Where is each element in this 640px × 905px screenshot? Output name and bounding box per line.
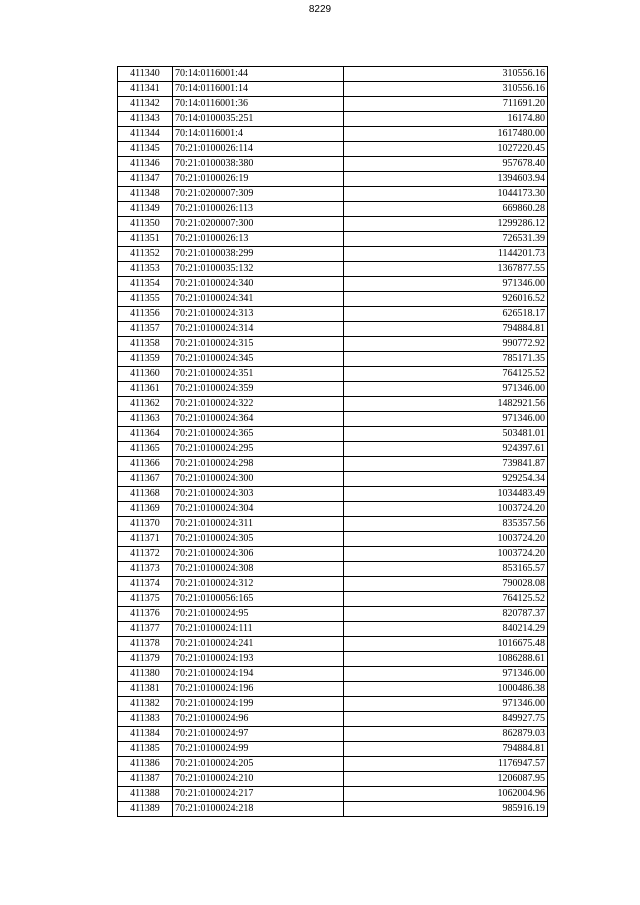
- cadastral-number-cell: 70:21:0100024:364: [173, 412, 344, 427]
- row-number-cell: 411357: [118, 322, 173, 337]
- cadastral-number-cell: 70:14:0116001:36: [173, 97, 344, 112]
- cadastral-number-cell: 70:21:0100024:351: [173, 367, 344, 382]
- value-cell: 726531.39: [344, 232, 548, 247]
- value-cell: 310556.16: [344, 82, 548, 97]
- cadastral-number-cell: 70:21:0100024:306: [173, 547, 344, 562]
- table-row: [118, 337, 548, 352]
- table-row: [118, 622, 548, 637]
- cadastral-number-cell: 70:21:0100026:13: [173, 232, 344, 247]
- row-number-cell: 411355: [118, 292, 173, 307]
- value-cell: 503481.01: [344, 427, 548, 442]
- value-cell: 1482921.56: [344, 397, 548, 412]
- row-number-cell: 411375: [118, 592, 173, 607]
- row-number-cell: 411382: [118, 697, 173, 712]
- value-cell: 971346.00: [344, 277, 548, 292]
- cadastral-number-cell: 70:21:0100024:312: [173, 577, 344, 592]
- table-row: [118, 247, 548, 262]
- row-number-cell: 411351: [118, 232, 173, 247]
- table-row: [118, 142, 548, 157]
- cadastral-number-cell: 70:14:0116001:44: [173, 67, 344, 82]
- row-number-cell: 411349: [118, 202, 173, 217]
- cadastral-number-cell: 70:21:0200007:300: [173, 217, 344, 232]
- table-row: [118, 232, 548, 247]
- row-number-cell: 411348: [118, 187, 173, 202]
- value-cell: 785171.35: [344, 352, 548, 367]
- table-row: [118, 187, 548, 202]
- table-row: [118, 577, 548, 592]
- cadastral-number-cell: 70:21:0100024:300: [173, 472, 344, 487]
- cadastral-number-cell: 70:21:0200007:309: [173, 187, 344, 202]
- row-number-cell: 411368: [118, 487, 173, 502]
- table-row: [118, 112, 548, 127]
- row-number-cell: 411361: [118, 382, 173, 397]
- row-number-cell: 411376: [118, 607, 173, 622]
- table-row: [118, 487, 548, 502]
- cadastral-number-cell: 70:21:0100024:314: [173, 322, 344, 337]
- table-row: [118, 292, 548, 307]
- table-row: [118, 442, 548, 457]
- value-cell: 794884.81: [344, 322, 548, 337]
- table-row: [118, 457, 548, 472]
- value-cell: 1299286.12: [344, 217, 548, 232]
- value-cell: 971346.00: [344, 382, 548, 397]
- value-cell: 820787.37: [344, 607, 548, 622]
- table-row: [118, 562, 548, 577]
- cadastral-number-cell: 70:14:0100035:251: [173, 112, 344, 127]
- cadastral-number-cell: 70:21:0100038:299: [173, 247, 344, 262]
- cadastral-number-cell: 70:21:0100024:99: [173, 742, 344, 757]
- value-cell: 1367877.55: [344, 262, 548, 277]
- value-cell: 990772.92: [344, 337, 548, 352]
- table-row: [118, 502, 548, 517]
- row-number-cell: 411367: [118, 472, 173, 487]
- row-number-cell: 411350: [118, 217, 173, 232]
- table-row: [118, 592, 548, 607]
- row-number-cell: 411388: [118, 787, 173, 802]
- cadastral-number-cell: 70:21:0100056:165: [173, 592, 344, 607]
- value-cell: 1000486.38: [344, 682, 548, 697]
- cadastral-number-cell: 70:21:0100024:196: [173, 682, 344, 697]
- value-cell: 929254.34: [344, 472, 548, 487]
- row-number-cell: 411345: [118, 142, 173, 157]
- row-number-cell: 411380: [118, 667, 173, 682]
- row-number-cell: 411381: [118, 682, 173, 697]
- value-cell: 711691.20: [344, 97, 548, 112]
- table-row: [118, 427, 548, 442]
- row-number-cell: 411377: [118, 622, 173, 637]
- value-cell: 1062004.96: [344, 787, 548, 802]
- table-row: [118, 742, 548, 757]
- row-number-cell: 411340: [118, 67, 173, 82]
- row-number-cell: 411358: [118, 337, 173, 352]
- page-number: 8229: [308, 4, 332, 15]
- value-cell: 957678.40: [344, 157, 548, 172]
- table-row: [118, 772, 548, 787]
- cadastral-number-cell: 70:21:0100024:97: [173, 727, 344, 742]
- cadastral-number-cell: 70:21:0100024:205: [173, 757, 344, 772]
- row-number-cell: 411374: [118, 577, 173, 592]
- table-body: [118, 67, 548, 817]
- cadastral-number-cell: 70:14:0116001:4: [173, 127, 344, 142]
- table-row: [118, 322, 548, 337]
- cadastral-number-cell: 70:21:0100024:295: [173, 442, 344, 457]
- value-cell: 971346.00: [344, 667, 548, 682]
- cadastral-number-cell: 70:21:0100024:194: [173, 667, 344, 682]
- table-row: [118, 607, 548, 622]
- row-number-cell: 411385: [118, 742, 173, 757]
- cadastral-number-cell: 70:21:0100024:365: [173, 427, 344, 442]
- cadastral-number-cell: 70:21:0100024:193: [173, 652, 344, 667]
- row-number-cell: 411344: [118, 127, 173, 142]
- value-cell: 853165.57: [344, 562, 548, 577]
- cadastral-number-cell: 70:21:0100024:298: [173, 457, 344, 472]
- table-row: [118, 682, 548, 697]
- value-cell: 310556.16: [344, 67, 548, 82]
- row-number-cell: 411352: [118, 247, 173, 262]
- value-cell: 1206087.95: [344, 772, 548, 787]
- cadastral-number-cell: 70:21:0100024:308: [173, 562, 344, 577]
- table-row: [118, 412, 548, 427]
- value-cell: 1394603.94: [344, 172, 548, 187]
- value-cell: 1176947.57: [344, 757, 548, 772]
- table-row: [118, 697, 548, 712]
- row-number-cell: 411371: [118, 532, 173, 547]
- row-number-cell: 411347: [118, 172, 173, 187]
- cadastral-number-cell: 70:21:0100024:313: [173, 307, 344, 322]
- row-number-cell: 411359: [118, 352, 173, 367]
- cadastral-number-cell: 70:21:0100024:111: [173, 622, 344, 637]
- row-number-cell: 411360: [118, 367, 173, 382]
- row-number-cell: 411354: [118, 277, 173, 292]
- cadastral-number-cell: 70:21:0100024:303: [173, 487, 344, 502]
- table-row: [118, 67, 548, 82]
- cadastral-number-cell: 70:21:0100024:304: [173, 502, 344, 517]
- table-row: [118, 637, 548, 652]
- row-number-cell: 411369: [118, 502, 173, 517]
- value-cell: 739841.87: [344, 457, 548, 472]
- table-row: [118, 97, 548, 112]
- value-cell: 764125.52: [344, 592, 548, 607]
- row-number-cell: 411386: [118, 757, 173, 772]
- cadastral-number-cell: 70:21:0100024:96: [173, 712, 344, 727]
- value-cell: 1003724.20: [344, 532, 548, 547]
- table-row: [118, 127, 548, 142]
- value-cell: 794884.81: [344, 742, 548, 757]
- value-cell: 1003724.20: [344, 502, 548, 517]
- value-cell: 790028.08: [344, 577, 548, 592]
- row-number-cell: 411362: [118, 397, 173, 412]
- cadastral-number-cell: 70:21:0100024:218: [173, 802, 344, 817]
- table-row: [118, 727, 548, 742]
- row-number-cell: 411356: [118, 307, 173, 322]
- cadastral-number-cell: 70:21:0100024:359: [173, 382, 344, 397]
- cadastral-number-cell: 70:21:0100024:315: [173, 337, 344, 352]
- value-cell: 849927.75: [344, 712, 548, 727]
- value-cell: 1034483.49: [344, 487, 548, 502]
- cadastral-number-cell: 70:21:0100026:113: [173, 202, 344, 217]
- value-cell: 862879.03: [344, 727, 548, 742]
- cadastral-number-cell: 70:21:0100024:340: [173, 277, 344, 292]
- row-number-cell: 411389: [118, 802, 173, 817]
- value-cell: 1044173.30: [344, 187, 548, 202]
- value-cell: 840214.29: [344, 622, 548, 637]
- value-cell: 971346.00: [344, 697, 548, 712]
- table-row: [118, 172, 548, 187]
- cadastral-value-table: [117, 66, 548, 817]
- cadastral-number-cell: 70:21:0100024:95: [173, 607, 344, 622]
- row-number-cell: 411384: [118, 727, 173, 742]
- value-cell: 1003724.20: [344, 547, 548, 562]
- value-cell: 1086288.61: [344, 652, 548, 667]
- cadastral-number-cell: 70:21:0100024:322: [173, 397, 344, 412]
- value-cell: 764125.52: [344, 367, 548, 382]
- value-cell: 16174.80: [344, 112, 548, 127]
- value-cell: 669860.28: [344, 202, 548, 217]
- cadastral-number-cell: 70:21:0100035:132: [173, 262, 344, 277]
- table-row: [118, 712, 548, 727]
- value-cell: 835357.56: [344, 517, 548, 532]
- value-cell: 1027220.45: [344, 142, 548, 157]
- table-row: [118, 382, 548, 397]
- value-cell: 924397.61: [344, 442, 548, 457]
- table-row: [118, 667, 548, 682]
- table-row: [118, 82, 548, 97]
- table-row: [118, 652, 548, 667]
- value-cell: 926016.52: [344, 292, 548, 307]
- cadastral-number-cell: 70:21:0100024:199: [173, 697, 344, 712]
- table-row: [118, 532, 548, 547]
- row-number-cell: 411387: [118, 772, 173, 787]
- cadastral-number-cell: 70:21:0100024:341: [173, 292, 344, 307]
- row-number-cell: 411366: [118, 457, 173, 472]
- row-number-cell: 411343: [118, 112, 173, 127]
- value-cell: 1617480.00: [344, 127, 548, 142]
- table-row: [118, 352, 548, 367]
- cadastral-number-cell: 70:21:0100024:241: [173, 637, 344, 652]
- cadastral-number-cell: 70:21:0100038:380: [173, 157, 344, 172]
- table-row: [118, 367, 548, 382]
- value-cell: 985916.19: [344, 802, 548, 817]
- table-row: [118, 802, 548, 817]
- row-number-cell: 411379: [118, 652, 173, 667]
- cadastral-number-cell: 70:14:0116001:14: [173, 82, 344, 97]
- cadastral-number-cell: 70:21:0100024:210: [173, 772, 344, 787]
- row-number-cell: 411364: [118, 427, 173, 442]
- row-number-cell: 411372: [118, 547, 173, 562]
- row-number-cell: 411353: [118, 262, 173, 277]
- table-row: [118, 547, 548, 562]
- table-row: [118, 397, 548, 412]
- row-number-cell: 411346: [118, 157, 173, 172]
- table-row: [118, 202, 548, 217]
- row-number-cell: 411363: [118, 412, 173, 427]
- table-row: [118, 472, 548, 487]
- cadastral-number-cell: 70:21:0100026:114: [173, 142, 344, 157]
- cadastral-number-cell: 70:21:0100024:217: [173, 787, 344, 802]
- table-row: [118, 157, 548, 172]
- table-row: [118, 757, 548, 772]
- cadastral-number-cell: 70:21:0100026:19: [173, 172, 344, 187]
- cadastral-number-cell: 70:21:0100024:305: [173, 532, 344, 547]
- table-row: [118, 787, 548, 802]
- value-cell: 971346.00: [344, 412, 548, 427]
- table-row: [118, 262, 548, 277]
- table-row: [118, 517, 548, 532]
- value-cell: 1016675.48: [344, 637, 548, 652]
- row-number-cell: 411378: [118, 637, 173, 652]
- row-number-cell: 411342: [118, 97, 173, 112]
- row-number-cell: 411373: [118, 562, 173, 577]
- cadastral-number-cell: 70:21:0100024:311: [173, 517, 344, 532]
- value-cell: 626518.17: [344, 307, 548, 322]
- row-number-cell: 411383: [118, 712, 173, 727]
- value-cell: 1144201.73: [344, 247, 548, 262]
- table-row: [118, 277, 548, 292]
- table-row: [118, 307, 548, 322]
- cadastral-number-cell: 70:21:0100024:345: [173, 352, 344, 367]
- row-number-cell: 411341: [118, 82, 173, 97]
- row-number-cell: 411365: [118, 442, 173, 457]
- row-number-cell: 411370: [118, 517, 173, 532]
- table-row: [118, 217, 548, 232]
